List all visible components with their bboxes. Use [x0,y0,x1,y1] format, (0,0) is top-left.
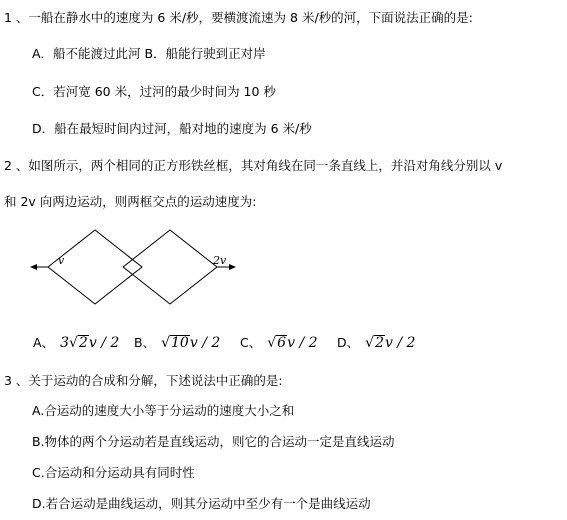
radicand: 10 [171,335,189,351]
left-arrow-head [30,264,37,270]
expression-tail: v / 2 [88,335,120,351]
sqrt-sign: √ [365,335,375,351]
left-square [48,230,142,304]
question-2-option-c [240,334,318,352]
question-2-option-d [337,334,415,352]
sqrt-sign: √ [267,335,277,351]
left-velocity-label: v [58,254,65,267]
option-label: B、 [134,335,156,350]
question-3-option-a: A.合运动的速度大小等于分运动的速度大小之和 [32,403,295,418]
two-squares-figure [28,226,248,312]
coefficient: 3 [60,335,69,351]
question-3-option-c: C.合运动和分运动具有同时性 [32,465,195,480]
radicand: 2 [375,335,384,351]
question-3-option-b: B.物体的两个分运动若是直线运动，则它的合运动一定是直线运动 [32,434,395,449]
expression-tail: v / 2 [384,335,416,351]
question-1-options-ab: A．船不能渡过此河 B．船能行驶到正对岸 [32,46,266,61]
question-2-option-a [33,334,119,352]
right-square [123,230,217,304]
question-1-option-d: D．船在最短时间内过河，船对地的速度为 6 米/秒 [32,121,312,136]
right-arrow-head [229,264,236,270]
question-3-option-d: D.若合运动是曲线运动，则其分运动中至少有一个是曲线运动 [32,496,371,511]
option-label: C、 [240,335,262,350]
question-2-stem-line-2: 和 2v 向两边运动，则两框交点的运动速度为: [4,194,257,209]
expression-tail: v / 2 [287,335,318,351]
sqrt-sign: √ [68,335,78,351]
question-1-option-c: C．若河宽 60 米，过河的最少时间为 10 秒 [32,84,276,99]
question-2-option-b [134,334,220,352]
radicand: 6 [277,335,287,351]
radicand: 2 [78,335,88,351]
question-2-stem-line-1: 2 、如图所示，两个相同的正方形铁丝框，其对角线在同一条直线上，并沿对角线分别以 v [4,158,503,173]
question-1-stem: 1 、一船在静水中的速度为 6 米/秒，要横渡流速为 8 米/秒的河，下面说法正确的是: [4,10,473,25]
question-3-stem: 3 、关于运动的合成和分解，下述说法中正确的是: [4,373,283,388]
figure-svg [28,226,248,308]
option-label: D、 [337,335,360,350]
right-velocity-label: 2v [213,254,227,267]
sqrt-sign: √ [161,335,170,351]
option-label: A、 [33,335,55,350]
expression-tail: v / 2 [189,335,221,351]
